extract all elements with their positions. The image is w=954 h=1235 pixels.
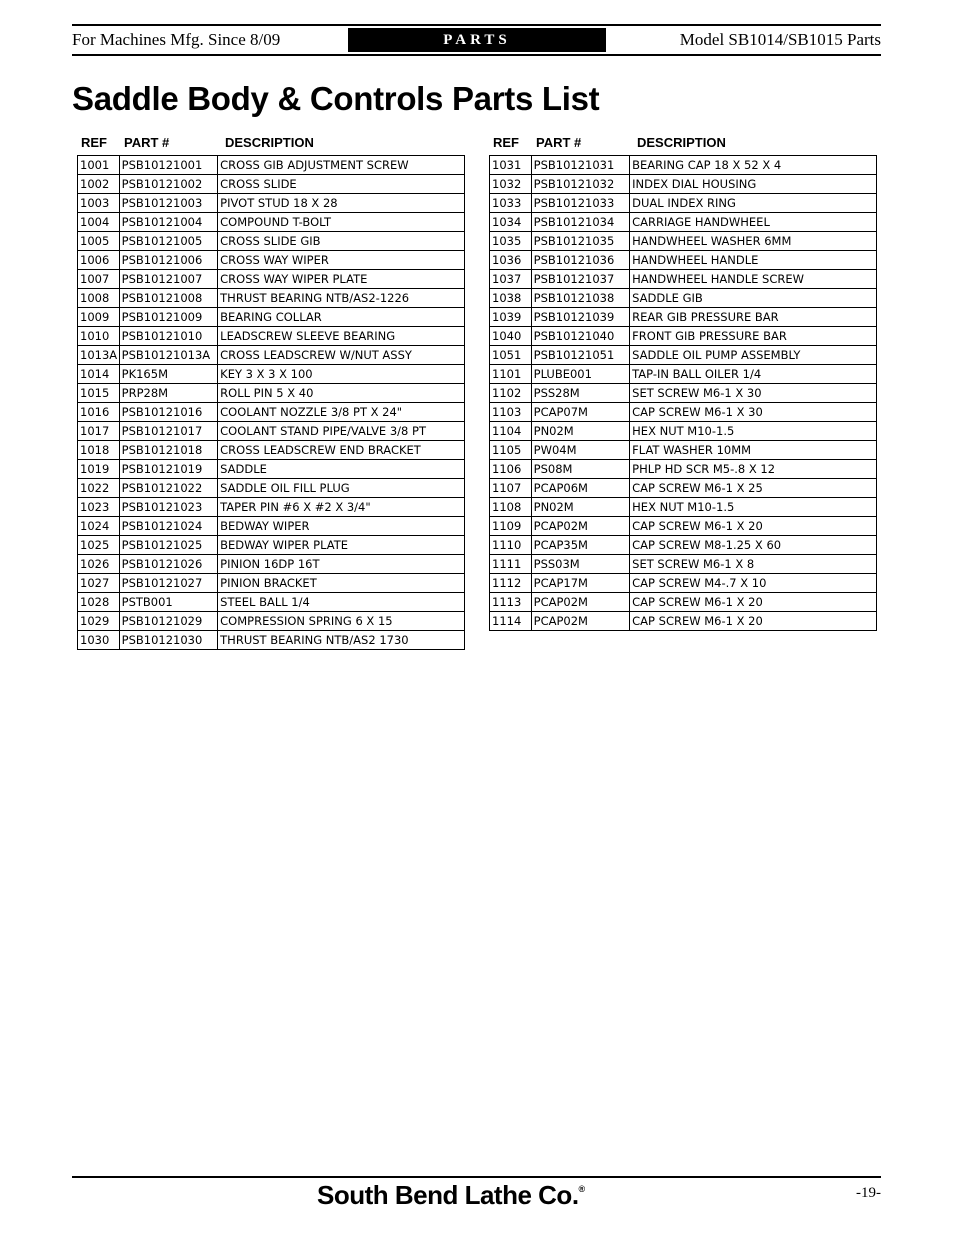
part-number-cell: PSS03M [531, 555, 630, 574]
part-number-cell: PCAP35M [531, 536, 630, 555]
part-number-cell: PCAP02M [531, 593, 630, 612]
description-cell: CAP SCREW M4-.7 X 10 [630, 574, 877, 593]
part-number-cell: PSB10121051 [531, 346, 630, 365]
description-cell: CAP SCREW M6-1 X 30 [630, 403, 877, 422]
ref-cell: 1107 [490, 479, 532, 498]
description-cell: CROSS SLIDE [218, 175, 465, 194]
parts-table-left [77, 134, 465, 650]
description-cell: COOLANT NOZZLE 3/8 PT X 24" [218, 403, 465, 422]
part-number-cell: PRP28M [119, 384, 218, 403]
part-number-cell: PSB10121004 [119, 213, 218, 232]
ref-cell: 1051 [490, 346, 532, 365]
description-cell: CROSS LEADSCREW END BRACKET [218, 441, 465, 460]
description-cell: CAP SCREW M6-1 X 20 [630, 517, 877, 536]
col-header-description: DESCRIPTION [637, 135, 726, 150]
description-cell: DUAL INDEX RING [630, 194, 877, 213]
table-row [78, 422, 465, 441]
ref-cell: 1019 [78, 460, 120, 479]
part-number-cell: PCAP17M [531, 574, 630, 593]
ref-cell: 1006 [78, 251, 120, 270]
part-number-cell: PSB10121006 [119, 251, 218, 270]
ref-cell: 1026 [78, 555, 120, 574]
description-cell: SADDLE OIL FILL PLUG [218, 479, 465, 498]
part-number-cell: PSB10121023 [119, 498, 218, 517]
part-number-cell: PSB10121033 [531, 194, 630, 213]
description-cell: THRUST BEARING NTB/AS2-1226 [218, 289, 465, 308]
ref-cell: 1014 [78, 365, 120, 384]
description-cell: TAPER PIN #6 X #2 X 3/4" [218, 498, 465, 517]
table-row [78, 346, 465, 365]
description-cell: SADDLE OIL PUMP ASSEMBLY [630, 346, 877, 365]
col-header-ref: REF [493, 135, 519, 150]
ref-cell: 1108 [490, 498, 532, 517]
description-cell: CAP SCREW M6-1 X 20 [630, 612, 877, 631]
ref-cell: 1018 [78, 441, 120, 460]
table-row [78, 574, 465, 593]
part-number-cell: PSB10121034 [531, 213, 630, 232]
part-number-cell: PSB10121005 [119, 232, 218, 251]
table-row [78, 441, 465, 460]
ref-cell: 1036 [490, 251, 532, 270]
table-row [490, 441, 877, 460]
table-row [78, 460, 465, 479]
ref-cell: 1002 [78, 175, 120, 194]
parts-table [489, 155, 877, 631]
description-cell: BEDWAY WIPER [218, 517, 465, 536]
ref-cell: 1111 [490, 555, 532, 574]
part-number-cell: PS08M [531, 460, 630, 479]
brand-logo [317, 1180, 585, 1211]
ref-cell: 1039 [490, 308, 532, 327]
table-row [78, 479, 465, 498]
footer-rule [72, 1176, 881, 1178]
table-row [78, 612, 465, 631]
ref-cell: 1022 [78, 479, 120, 498]
table-row [78, 498, 465, 517]
ref-cell: 1033 [490, 194, 532, 213]
part-number-cell: PSB10121039 [531, 308, 630, 327]
ref-cell: 1102 [490, 384, 532, 403]
ref-cell: 1016 [78, 403, 120, 422]
ref-cell: 1008 [78, 289, 120, 308]
ref-cell: 1040 [490, 327, 532, 346]
ref-cell: 1013A [78, 346, 120, 365]
ref-cell: 1032 [490, 175, 532, 194]
col-header-part: PART # [124, 135, 170, 150]
description-cell: PHLP HD SCR M5-.8 X 12 [630, 460, 877, 479]
part-number-cell: PSB10121035 [531, 232, 630, 251]
ref-cell: 1030 [78, 631, 120, 650]
column-headers [489, 134, 877, 155]
description-cell: COOLANT STAND PIPE/VALVE 3/8 PT [218, 422, 465, 441]
header-machines-note: For Machines Mfg. Since 8/09 [72, 30, 281, 49]
part-number-cell: PN02M [531, 498, 630, 517]
ref-cell: 1038 [490, 289, 532, 308]
description-cell: COMPOUND T-BOLT [218, 213, 465, 232]
ref-cell: 1101 [490, 365, 532, 384]
table-row [490, 194, 877, 213]
table-row [78, 213, 465, 232]
description-cell: BEARING COLLAR [218, 308, 465, 327]
ref-cell: 1004 [78, 213, 120, 232]
header-top-rule [72, 24, 881, 26]
description-cell: SADDLE GIB [630, 289, 877, 308]
description-cell: PINION 16DP 16T [218, 555, 465, 574]
description-cell: CAP SCREW M8-1.25 X 60 [630, 536, 877, 555]
part-number-cell: PSB10121009 [119, 308, 218, 327]
table-row [78, 384, 465, 403]
table-row [490, 555, 877, 574]
table-row [78, 555, 465, 574]
part-number-cell: PSB10121001 [119, 156, 218, 175]
part-number-cell: PSB10121024 [119, 517, 218, 536]
ref-cell: 1114 [490, 612, 532, 631]
ref-cell: 1037 [490, 270, 532, 289]
ref-cell: 1024 [78, 517, 120, 536]
table-row [490, 175, 877, 194]
table-row [490, 308, 877, 327]
description-cell: ROLL PIN 5 X 40 [218, 384, 465, 403]
part-number-cell: PSTB001 [119, 593, 218, 612]
ref-cell: 1113 [490, 593, 532, 612]
part-number-cell: PLUBE001 [531, 365, 630, 384]
part-number-cell: PSB10121040 [531, 327, 630, 346]
part-number-cell: PSS28M [531, 384, 630, 403]
table-row [490, 403, 877, 422]
part-number-cell: PSB10121007 [119, 270, 218, 289]
ref-cell: 1003 [78, 194, 120, 213]
part-number-cell: PSB10121036 [531, 251, 630, 270]
part-number-cell: PSB10121031 [531, 156, 630, 175]
table-row [78, 308, 465, 327]
ref-cell: 1104 [490, 422, 532, 441]
header-model: Model SB1014/SB1015 Parts [679, 30, 881, 49]
table-row [490, 270, 877, 289]
table-row [490, 593, 877, 612]
table-row [490, 251, 877, 270]
table-row [78, 194, 465, 213]
table-row [490, 574, 877, 593]
part-number-cell: PSB10121029 [119, 612, 218, 631]
ref-cell: 1023 [78, 498, 120, 517]
table-row [490, 213, 877, 232]
part-number-cell: PSB10121022 [119, 479, 218, 498]
ref-cell: 1105 [490, 441, 532, 460]
description-cell: CROSS WAY WIPER [218, 251, 465, 270]
description-cell: PIVOT STUD 18 X 28 [218, 194, 465, 213]
table-row [490, 156, 877, 175]
parts-table [77, 155, 465, 650]
description-cell: KEY 3 X 3 X 100 [218, 365, 465, 384]
table-row [78, 327, 465, 346]
page-title: Saddle Body & Controls Parts List [72, 80, 600, 117]
ref-cell: 1027 [78, 574, 120, 593]
ref-cell: 1110 [490, 536, 532, 555]
part-number-cell: PCAP02M [531, 612, 630, 631]
part-number-cell: PN02M [531, 422, 630, 441]
table-row [490, 536, 877, 555]
part-number-cell: PK165M [119, 365, 218, 384]
part-number-cell: PSB10121019 [119, 460, 218, 479]
table-row [78, 593, 465, 612]
table-row [490, 232, 877, 251]
description-cell: BEARING CAP 18 X 52 X 4 [630, 156, 877, 175]
ref-cell: 1029 [78, 612, 120, 631]
description-cell: HEX NUT M10-1.5 [630, 422, 877, 441]
part-number-cell: PSB10121030 [119, 631, 218, 650]
description-cell: INDEX DIAL HOUSING [630, 175, 877, 194]
header-section-tab: PARTS [348, 28, 606, 52]
ref-cell: 1103 [490, 403, 532, 422]
table-row [78, 517, 465, 536]
part-number-cell: PSB10121016 [119, 403, 218, 422]
part-number-cell: PSB10121008 [119, 289, 218, 308]
description-cell: HEX NUT M10-1.5 [630, 498, 877, 517]
table-row [490, 460, 877, 479]
description-cell: HANDWHEEL WASHER 6MM [630, 232, 877, 251]
table-row [78, 270, 465, 289]
table-row [78, 289, 465, 308]
part-number-cell: PCAP06M [531, 479, 630, 498]
description-cell: HANDWHEEL HANDLE SCREW [630, 270, 877, 289]
ref-cell: 1007 [78, 270, 120, 289]
ref-cell: 1005 [78, 232, 120, 251]
part-number-cell: PSB10121038 [531, 289, 630, 308]
part-number-cell: PSB10121013A [119, 346, 218, 365]
description-cell: CROSS SLIDE GIB [218, 232, 465, 251]
ref-cell: 1031 [490, 156, 532, 175]
description-cell: SET SCREW M6-1 X 30 [630, 384, 877, 403]
description-cell: SET SCREW M6-1 X 8 [630, 555, 877, 574]
ref-cell: 1034 [490, 213, 532, 232]
part-number-cell: PSB10121018 [119, 441, 218, 460]
part-number-cell: PSB10121010 [119, 327, 218, 346]
description-cell: CROSS LEADSCREW W/NUT ASSY [218, 346, 465, 365]
page-header [72, 28, 881, 52]
table-row [78, 631, 465, 650]
ref-cell: 1010 [78, 327, 120, 346]
description-cell: FRONT GIB PRESSURE BAR [630, 327, 877, 346]
part-number-cell: PSB10121002 [119, 175, 218, 194]
table-row [78, 251, 465, 270]
col-header-description: DESCRIPTION [225, 135, 314, 150]
ref-cell: 1001 [78, 156, 120, 175]
table-row [78, 536, 465, 555]
description-cell: REAR GIB PRESSURE BAR [630, 308, 877, 327]
table-row [490, 289, 877, 308]
description-cell: CAP SCREW M6-1 X 20 [630, 593, 877, 612]
part-number-cell: PSB10121032 [531, 175, 630, 194]
ref-cell: 1015 [78, 384, 120, 403]
table-row [78, 175, 465, 194]
description-cell: STEEL BALL 1/4 [218, 593, 465, 612]
ref-cell: 1025 [78, 536, 120, 555]
ref-cell: 1017 [78, 422, 120, 441]
description-cell: PINION BRACKET [218, 574, 465, 593]
part-number-cell: PSB10121026 [119, 555, 218, 574]
description-cell: COMPRESSION SPRING 6 X 15 [218, 612, 465, 631]
description-cell: CROSS GIB ADJUSTMENT SCREW [218, 156, 465, 175]
table-row [78, 403, 465, 422]
description-cell: CROSS WAY WIPER PLATE [218, 270, 465, 289]
description-cell: THRUST BEARING NTB/AS2 1730 [218, 631, 465, 650]
part-number-cell: PSB10121037 [531, 270, 630, 289]
table-row [490, 384, 877, 403]
table-row [490, 498, 877, 517]
table-row [78, 232, 465, 251]
part-number-cell: PCAP07M [531, 403, 630, 422]
description-cell: HANDWHEEL HANDLE [630, 251, 877, 270]
part-number-cell: PCAP02M [531, 517, 630, 536]
ref-cell: 1028 [78, 593, 120, 612]
col-header-ref: REF [81, 135, 107, 150]
table-row [490, 517, 877, 536]
part-number-cell: PW04M [531, 441, 630, 460]
table-row [490, 422, 877, 441]
description-cell: CAP SCREW M6-1 X 25 [630, 479, 877, 498]
description-cell: CARRIAGE HANDWHEEL [630, 213, 877, 232]
description-cell: SADDLE [218, 460, 465, 479]
header-bottom-rule [72, 54, 881, 56]
ref-cell: 1109 [490, 517, 532, 536]
brand-name: South Bend Lathe Co. [317, 1180, 579, 1210]
parts-table-right [489, 134, 877, 631]
table-row [490, 365, 877, 384]
part-number-cell: PSB10121017 [119, 422, 218, 441]
ref-cell: 1106 [490, 460, 532, 479]
part-number-cell: PSB10121027 [119, 574, 218, 593]
description-cell: FLAT WASHER 10MM [630, 441, 877, 460]
table-row [490, 327, 877, 346]
description-cell: TAP-IN BALL OILER 1/4 [630, 365, 877, 384]
table-row [490, 479, 877, 498]
part-number-cell: PSB10121003 [119, 194, 218, 213]
description-cell: LEADSCREW SLEEVE BEARING [218, 327, 465, 346]
page-number: -19- [856, 1185, 881, 1201]
column-headers [77, 134, 465, 155]
table-row [78, 156, 465, 175]
part-number-cell: PSB10121025 [119, 536, 218, 555]
description-cell: BEDWAY WIPER PLATE [218, 536, 465, 555]
registered-mark: ® [578, 1184, 585, 1194]
ref-cell: 1009 [78, 308, 120, 327]
table-row [490, 346, 877, 365]
ref-cell: 1035 [490, 232, 532, 251]
ref-cell: 1112 [490, 574, 532, 593]
table-row [78, 365, 465, 384]
col-header-part: PART # [536, 135, 582, 150]
table-row [490, 612, 877, 631]
